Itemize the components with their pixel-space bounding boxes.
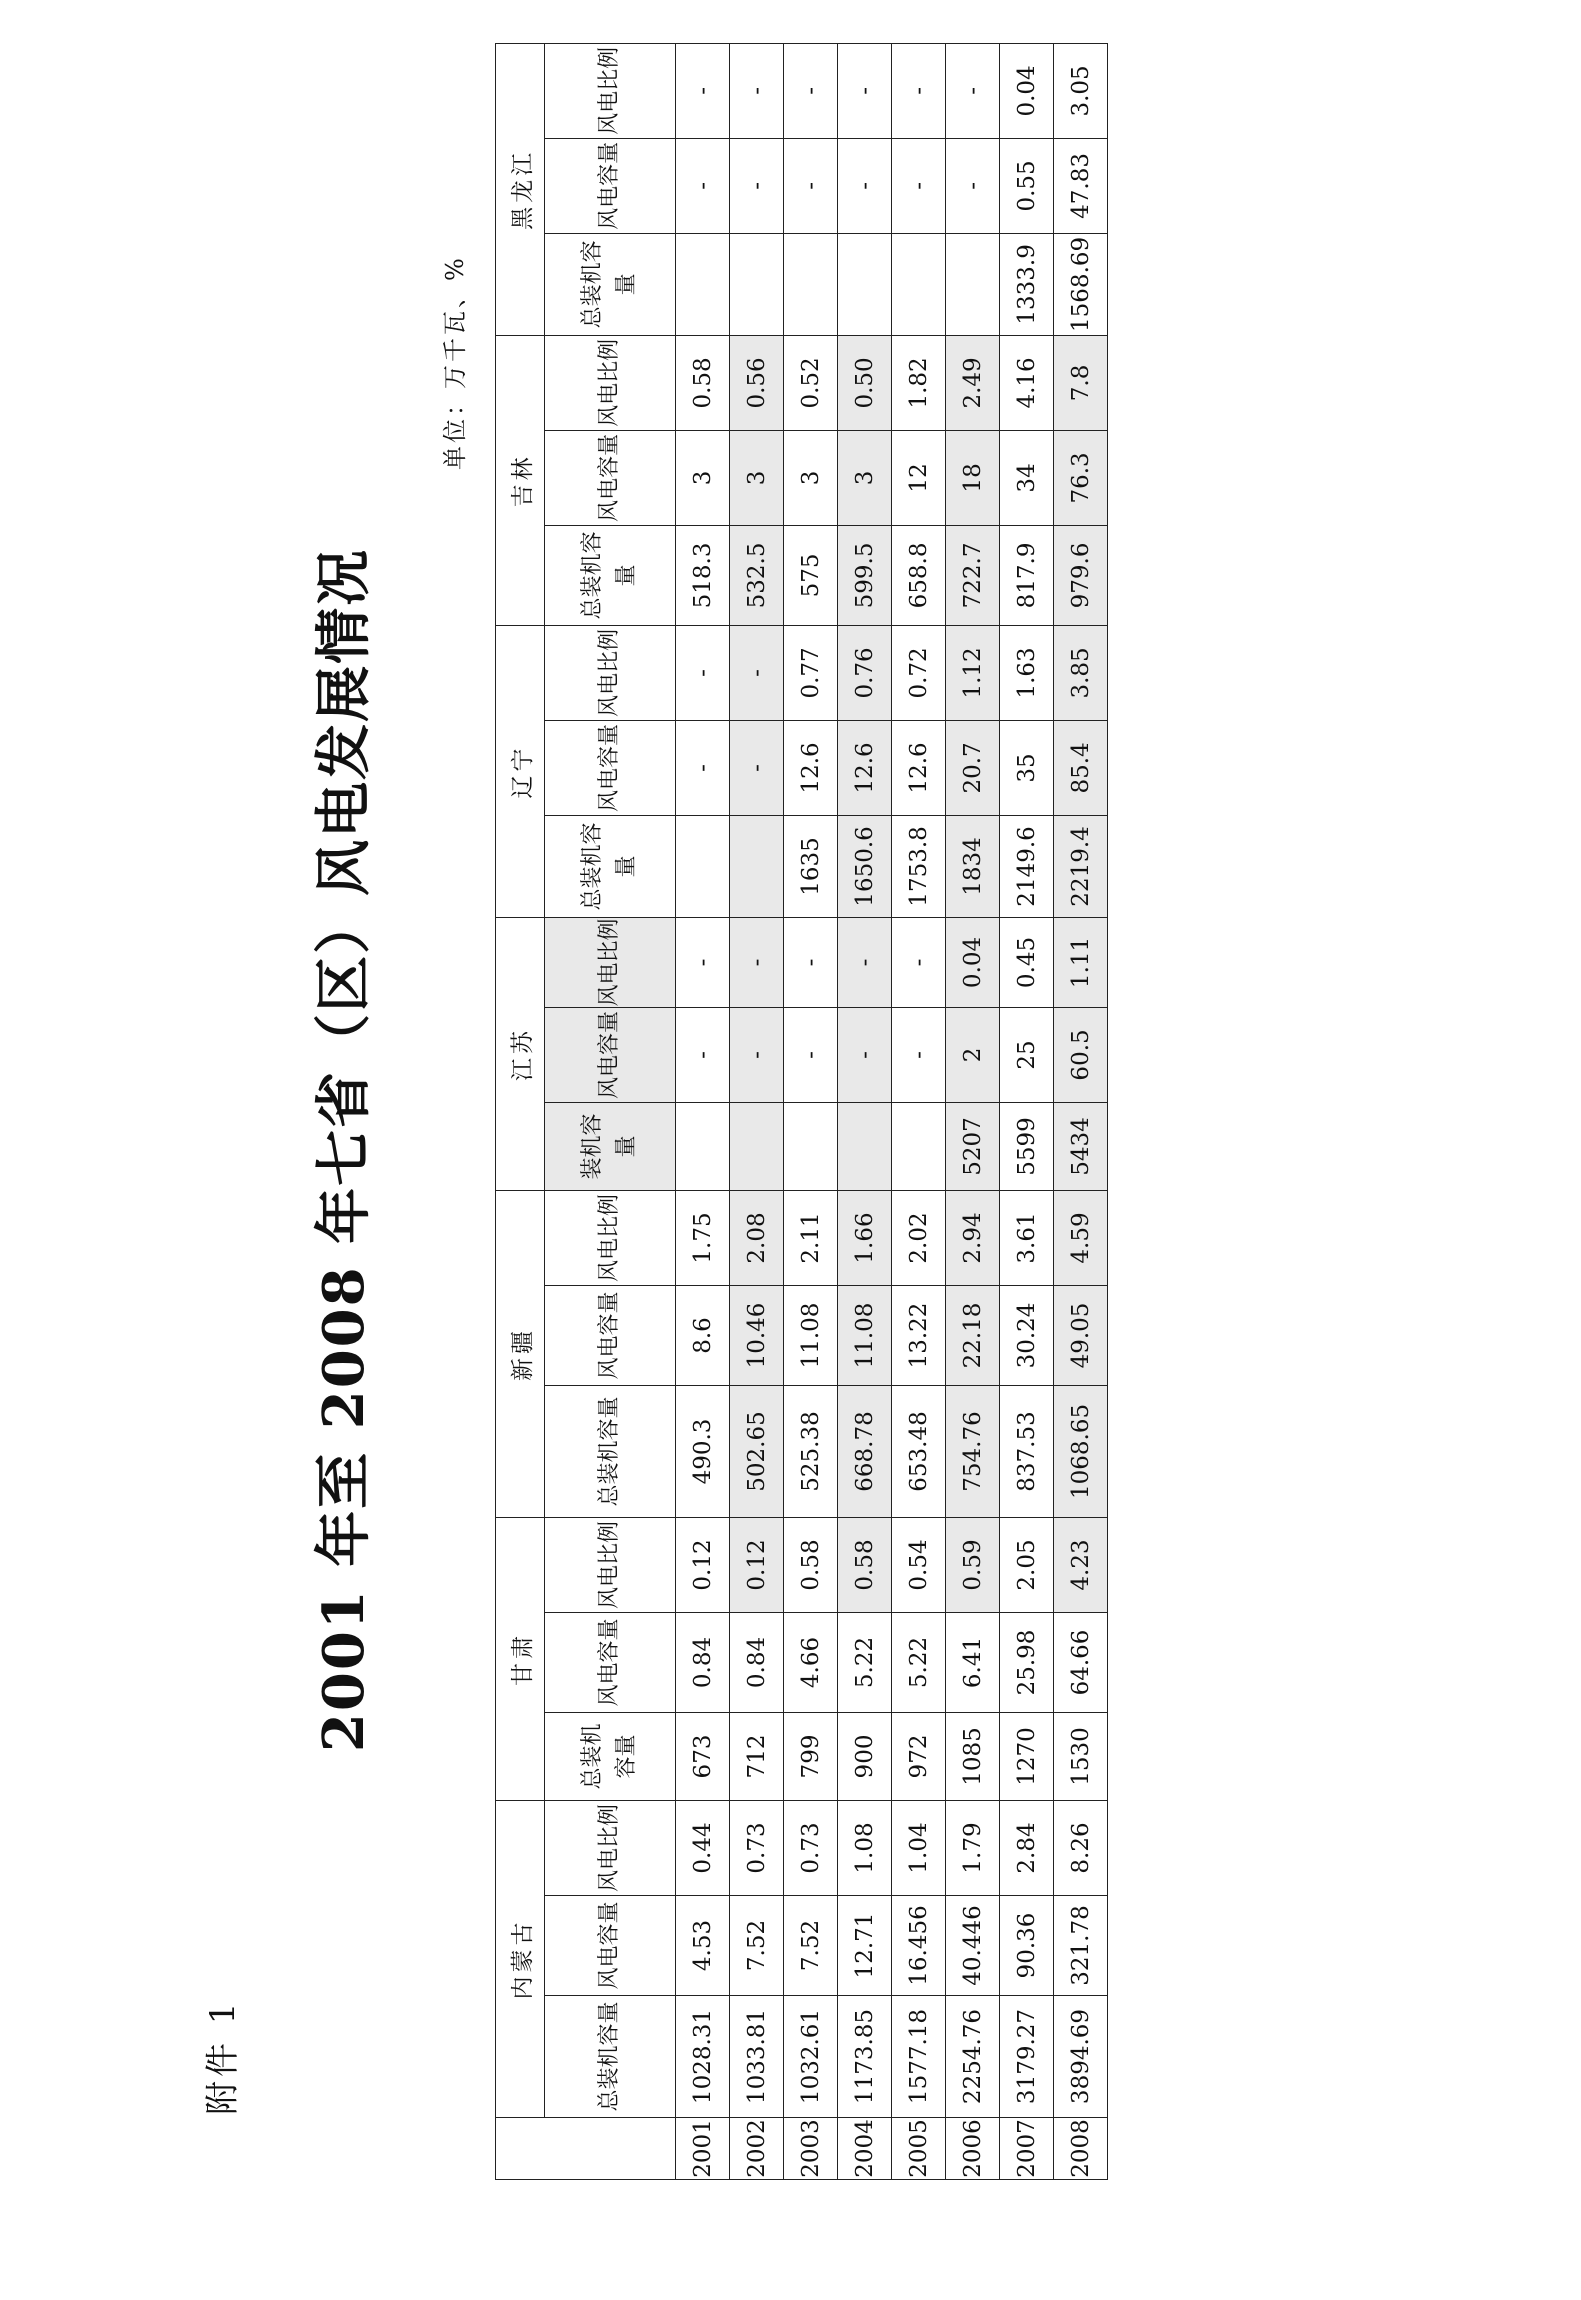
column-header: 风电容量 (545, 1285, 676, 1385)
table-cell: 0.72 (892, 625, 946, 720)
table-cell: - (892, 1007, 946, 1102)
table-cell: 35 (1000, 720, 1054, 815)
table-cell: 668.78 (838, 1385, 892, 1517)
table-cell: - (838, 138, 892, 233)
table-cell: 0.45 (1000, 917, 1054, 1007)
table-cell: - (730, 625, 784, 720)
table-cell: 532.5 (730, 525, 784, 625)
table-cell: 525.38 (784, 1385, 838, 1517)
table-cell: 64.66 (1054, 1612, 1108, 1712)
table-cell: 837.53 (1000, 1385, 1054, 1517)
table-cell: 12.71 (838, 1896, 892, 1996)
table-cell: 0.73 (730, 1800, 784, 1895)
table-cell: - (784, 138, 838, 233)
table-cell: 0.54 (892, 1517, 946, 1612)
table-cell: - (946, 138, 1000, 233)
table-cell: 5207 (946, 1102, 1000, 1190)
table-cell: - (838, 1007, 892, 1102)
table-cell: 490.3 (676, 1385, 730, 1517)
table-cell: 2.08 (730, 1190, 784, 1285)
table-cell: 518.3 (676, 525, 730, 625)
table-cell: 12.6 (838, 720, 892, 815)
table-cell: 49.05 (1054, 1285, 1108, 1385)
table-cell: - (676, 1007, 730, 1102)
table-cell: - (730, 43, 784, 138)
table-cell: 7.52 (784, 1896, 838, 1996)
table-cell: 1635 (784, 815, 838, 917)
table-cell: 0.04 (1000, 43, 1054, 138)
table-cell: 90.36 (1000, 1896, 1054, 1996)
table-row (892, 43, 946, 2179)
column-header: 风电容量 (545, 430, 676, 525)
table-cell: 40.446 (946, 1896, 1000, 1996)
table-cell: 3.61 (1000, 1190, 1054, 1285)
column-header: 风电比例 (545, 1800, 676, 1895)
table-cell: 20.7 (946, 720, 1000, 815)
unit-label: 单位：万千瓦、% (441, 255, 469, 470)
table-cell: 1568.69 (1054, 233, 1108, 335)
table-cell: 11.08 (784, 1285, 838, 1385)
column-header: 总装机容量 (545, 1385, 676, 1517)
table-cell (838, 233, 892, 335)
table-cell (676, 233, 730, 335)
province-header: 江苏 (496, 917, 545, 1190)
table-row (676, 43, 730, 2179)
table-cell: - (730, 138, 784, 233)
table-cell: 1577.18 (892, 1996, 946, 2118)
table-cell: 1.04 (892, 1800, 946, 1895)
province-header: 新疆 (496, 1190, 545, 1517)
column-header: 总装机容量 (545, 815, 676, 917)
table-cell: 3179.27 (1000, 1996, 1054, 2118)
table-cell: 712 (730, 1712, 784, 1800)
year-cell: 2006 (946, 2118, 1000, 2180)
table-cell: 1834 (946, 815, 1000, 917)
table-cell: 12 (892, 430, 946, 525)
table-cell: 817.9 (1000, 525, 1054, 625)
table-cell: 1650.6 (838, 815, 892, 917)
column-header: 总装机容量 (545, 1996, 676, 2118)
table-cell: 60.5 (1054, 1007, 1108, 1102)
table-cell: 3.05 (1054, 43, 1108, 138)
table-cell: - (892, 43, 946, 138)
corner-cell (496, 2118, 676, 2180)
column-header: 风电容量 (545, 1612, 676, 1712)
column-header: 风电比例 (545, 917, 676, 1007)
table-cell: 5.22 (838, 1612, 892, 1712)
year-cell: 2002 (730, 2118, 784, 2180)
column-header: 总装机容量 (545, 525, 676, 625)
table-cell: 18 (946, 430, 1000, 525)
table-cell (730, 233, 784, 335)
wind-power-table (495, 43, 1108, 2180)
table-cell: - (730, 917, 784, 1007)
table-cell: 0.44 (676, 1800, 730, 1895)
column-header: 风电比例 (545, 1517, 676, 1612)
column-header: 风电比例 (545, 43, 676, 138)
table-cell: 5434 (1054, 1102, 1108, 1190)
table-cell: 2.84 (1000, 1800, 1054, 1895)
table-cell: 653.48 (892, 1385, 946, 1517)
table-cell: 0.52 (784, 335, 838, 430)
table-cell: 3.85 (1054, 625, 1108, 720)
province-header: 内蒙古 (496, 1800, 545, 2117)
table-cell: 0.84 (730, 1612, 784, 1712)
table-cell: 1530 (1054, 1712, 1108, 1800)
table-cell: 13.22 (892, 1285, 946, 1385)
table-cell: - (730, 1007, 784, 1102)
table-cell: 754.76 (946, 1385, 1000, 1517)
table-cell: 2.94 (946, 1190, 1000, 1285)
province-header: 甘肃 (496, 1517, 545, 1800)
year-cell: 2005 (892, 2118, 946, 2180)
table-cell: 4.16 (1000, 335, 1054, 430)
table-cell: 979.6 (1054, 525, 1108, 625)
table-cell: 0.84 (676, 1612, 730, 1712)
table-cell: 25.98 (1000, 1612, 1054, 1712)
table-cell: 1.75 (676, 1190, 730, 1285)
table-cell: 1028.31 (676, 1996, 730, 2118)
table-cell: 10.46 (730, 1285, 784, 1385)
table-cell: 1333.9 (1000, 233, 1054, 335)
year-cell: 2004 (838, 2118, 892, 2180)
table-cell: - (730, 720, 784, 815)
table-cell: 76.3 (1054, 430, 1108, 525)
table-cell (892, 1102, 946, 1190)
column-header: 风电比例 (545, 1190, 676, 1285)
table-cell: 5.22 (892, 1612, 946, 1712)
table-cell: 1032.61 (784, 1996, 838, 2118)
column-header: 风电容量 (545, 1896, 676, 1996)
table-row (784, 43, 838, 2179)
table-row (1000, 43, 1054, 2179)
table-cell: 1068.65 (1054, 1385, 1108, 1517)
table-cell: - (676, 720, 730, 815)
table-cell: 1033.81 (730, 1996, 784, 2118)
table-cell: 4.23 (1054, 1517, 1108, 1612)
table-cell: 0.59 (946, 1517, 1000, 1612)
table-cell: 0.73 (784, 1800, 838, 1895)
table-cell: 0.55 (1000, 138, 1054, 233)
table-cell (730, 815, 784, 917)
province-header: 黑龙江 (496, 43, 545, 335)
attachment-label: 附件 1 (203, 1998, 243, 2115)
table-cell: 1.66 (838, 1190, 892, 1285)
table-cell: 8.26 (1054, 1800, 1108, 1895)
table-cell: 1.63 (1000, 625, 1054, 720)
province-header: 吉林 (496, 335, 545, 625)
table-cell: 658.8 (892, 525, 946, 625)
table-cell: 502.65 (730, 1385, 784, 1517)
table-cell: 1173.85 (838, 1996, 892, 2118)
column-header: 风电容量 (545, 1007, 676, 1102)
table-cell: 3 (838, 430, 892, 525)
table-cell: 1.79 (946, 1800, 1000, 1895)
table-cell: 0.12 (676, 1517, 730, 1612)
table-cell: 34 (1000, 430, 1054, 525)
table-cell: 16.456 (892, 1896, 946, 1996)
table-cell: 25 (1000, 1007, 1054, 1102)
table-cell: 5599 (1000, 1102, 1054, 1190)
table-cell: 3 (676, 430, 730, 525)
table-cell: 2254.76 (946, 1996, 1000, 2118)
table-cell: - (676, 138, 730, 233)
year-cell: 2008 (1054, 2118, 1108, 2180)
column-header: 装机容量 (545, 1102, 676, 1190)
table-cell: - (892, 138, 946, 233)
table-cell (784, 1102, 838, 1190)
table-cell: - (946, 43, 1000, 138)
year-cell: 2003 (784, 2118, 838, 2180)
table-cell: 575 (784, 525, 838, 625)
table-cell: 2.11 (784, 1190, 838, 1285)
table-cell: 2 (946, 1007, 1000, 1102)
table-row (730, 43, 784, 2179)
table-cell: - (892, 917, 946, 1007)
table-cell: 599.5 (838, 525, 892, 625)
table-cell: 4.59 (1054, 1190, 1108, 1285)
table-cell: 2.02 (892, 1190, 946, 1285)
table-cell: 30.24 (1000, 1285, 1054, 1385)
table-cell: 1270 (1000, 1712, 1054, 1800)
table-cell: 2219.4 (1054, 815, 1108, 917)
table-cell: - (838, 43, 892, 138)
column-header-row (545, 43, 676, 2179)
table-row (838, 43, 892, 2179)
column-header: 风电容量 (545, 138, 676, 233)
table-cell: 12.6 (784, 720, 838, 815)
table-cell (784, 233, 838, 335)
table-cell: 1.08 (838, 1800, 892, 1895)
table-cell: 2149.6 (1000, 815, 1054, 917)
table-cell: 3 (730, 430, 784, 525)
province-header-row (496, 43, 545, 2179)
table-cell: 0.04 (946, 917, 1000, 1007)
province-header: 辽宁 (496, 625, 545, 917)
table-cell: 2.49 (946, 335, 1000, 430)
table-cell: 1753.8 (892, 815, 946, 917)
table-cell: 7.8 (1054, 335, 1108, 430)
table-cell: 8.6 (676, 1285, 730, 1385)
table-row (946, 43, 1000, 2179)
table-cell: - (784, 1007, 838, 1102)
table-cell: 0.12 (730, 1517, 784, 1612)
table-cell: - (676, 43, 730, 138)
column-header: 总装机容量 (545, 233, 676, 335)
column-header: 风电比例 (545, 335, 676, 430)
table-cell: 900 (838, 1712, 892, 1800)
table-cell: 2.05 (1000, 1517, 1054, 1612)
table-cell (892, 233, 946, 335)
table-cell: 0.56 (730, 335, 784, 430)
table-cell: 0.58 (676, 335, 730, 430)
table-cell: 85.4 (1054, 720, 1108, 815)
table-cell: 22.18 (946, 1285, 1000, 1385)
table-cell (676, 815, 730, 917)
year-cell: 2001 (676, 2118, 730, 2180)
table-cell: 1.12 (946, 625, 1000, 720)
table-cell (838, 1102, 892, 1190)
table-cell: 0.58 (838, 1517, 892, 1612)
table-cell: 4.53 (676, 1896, 730, 1996)
table-cell: 1.82 (892, 335, 946, 430)
table-cell: 11.08 (838, 1285, 892, 1385)
table-cell: 6.41 (946, 1612, 1000, 1712)
table-cell: 972 (892, 1712, 946, 1800)
table-cell (730, 1102, 784, 1190)
table-cell: 799 (784, 1712, 838, 1800)
table-cell: 47.83 (1054, 138, 1108, 233)
table-cell: 722.7 (946, 525, 1000, 625)
table-cell: 0.76 (838, 625, 892, 720)
table-cell: 0.58 (784, 1517, 838, 1612)
table-cell: 673 (676, 1712, 730, 1800)
table-cell: 3 (784, 430, 838, 525)
table-cell: 7.52 (730, 1896, 784, 1996)
table-cell: - (838, 917, 892, 1007)
column-header: 风电比例 (545, 625, 676, 720)
column-header: 风电容量 (545, 720, 676, 815)
table-cell: 3894.69 (1054, 1996, 1108, 2118)
table-cell: - (784, 917, 838, 1007)
table-cell: 12.6 (892, 720, 946, 815)
table-cell: 321.78 (1054, 1896, 1108, 1996)
table-cell: - (676, 625, 730, 720)
table-cell: 4.66 (784, 1612, 838, 1712)
table-cell: 0.50 (838, 335, 892, 430)
table-cell (946, 233, 1000, 335)
table-cell: 1.11 (1054, 917, 1108, 1007)
table-cell: 0.77 (784, 625, 838, 720)
document-title: 2001 年至 2008 年七省（区）风电发展情况 (311, 547, 377, 1753)
table-cell: - (676, 917, 730, 1007)
column-header: 总装机容量 (545, 1712, 676, 1800)
table-cell (676, 1102, 730, 1190)
table-cell: 1085 (946, 1712, 1000, 1800)
table-row (1054, 43, 1108, 2179)
year-cell: 2007 (1000, 2118, 1054, 2180)
table-cell: - (784, 43, 838, 138)
